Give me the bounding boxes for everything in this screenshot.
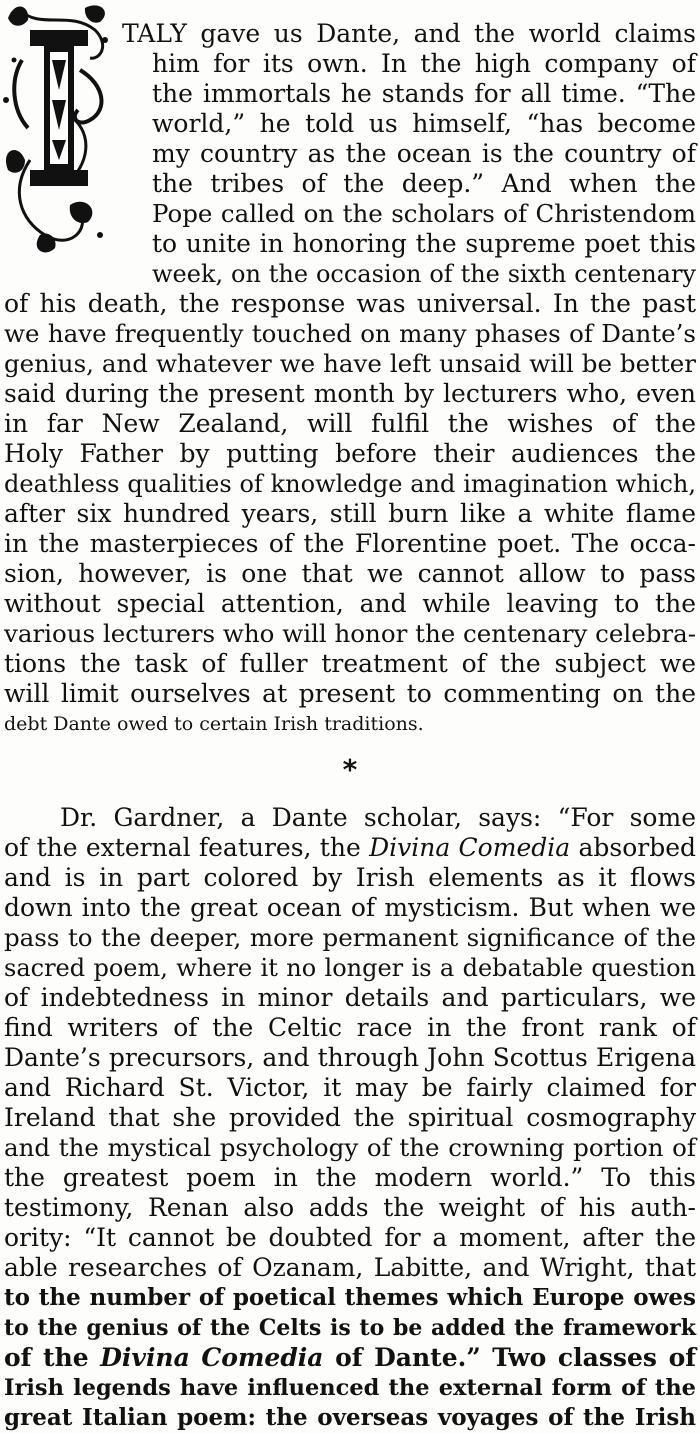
text-line: TALY gave us Dante, and the world claims bbox=[122, 19, 696, 48]
text-line: and Richard St. Victor, it may be fairly claimed for bbox=[4, 1073, 696, 1102]
text-line: debt Dante owed to certain Irish traditions. bbox=[4, 713, 424, 735]
decorated-initial-i bbox=[0, 0, 116, 258]
text-line: Holy Father by putting before their audiences the bbox=[4, 439, 696, 468]
text-line: in the masterpieces of the Florentine poet. The occa- bbox=[4, 529, 696, 558]
text-line: down into the great ocean of mysticism. But when we bbox=[4, 893, 696, 922]
text-line: him for its own. In the high company of bbox=[152, 49, 696, 78]
italic-title: Divina Comedia bbox=[369, 833, 571, 862]
text-line: week, on the occasion of the sixth centenary bbox=[152, 260, 696, 288]
text-line: Dante’s precursors, and through John Scottus Erigena bbox=[4, 1043, 696, 1072]
text-line: pass to the deeper, more permanent significance of the bbox=[4, 923, 696, 952]
text-line: and is in part colored by Irish elements as it flows bbox=[4, 863, 696, 892]
text-line: after six hundred years, still burn like a white flame bbox=[4, 499, 696, 528]
text-line: the greatest poem in the modern world.” To this bbox=[4, 1163, 696, 1192]
text-line: world,” he told us himself, “has become bbox=[152, 109, 696, 138]
text-line: Dr. Gardner, a Dante scholar, says: “For some bbox=[60, 803, 696, 832]
text-span: absorbed bbox=[570, 833, 696, 862]
text-line: of indebtedness in minor details and particulars, we bbox=[4, 983, 696, 1012]
text-line: ority: “It cannot be doubted for a moment, after the bbox=[4, 1223, 696, 1252]
text-span: of Dante.” Two classes of bbox=[323, 1343, 696, 1372]
text-line: great Italian poem: the overseas voyages of the Irish bbox=[4, 1404, 696, 1431]
text-line: the tribes of the deep.” And when the bbox=[152, 169, 696, 198]
text-line: various lecturers who will honor the centenary celebra- bbox=[4, 619, 696, 648]
text-line: sion, however, is one that we cannot allow to pass bbox=[4, 559, 696, 588]
text-line: testimony, Renan also adds the weight of his auth- bbox=[4, 1193, 696, 1222]
text-line: my country as the ocean is the country of bbox=[152, 139, 696, 168]
text-line: to unite in honoring the supreme poet this bbox=[152, 229, 696, 258]
text-line: in far New Zealand, will fulfil the wishes of the bbox=[4, 409, 696, 438]
text-line: deathless qualities of knowledge and imagination which, bbox=[4, 470, 696, 498]
text-line: of his death, the response was universal. In the past bbox=[4, 289, 696, 318]
text-line: to the number of poetical themes which Europe owes bbox=[4, 1284, 696, 1311]
text-line bbox=[4, 1343, 696, 1373]
text-span: of the bbox=[4, 1343, 101, 1372]
text-line: find writers of the Celtic race in the front rank of bbox=[4, 1013, 696, 1042]
text-span: of the external features, the bbox=[4, 833, 370, 862]
text-line: able researches of Ozanam, Labitte, and Wright, that bbox=[4, 1253, 696, 1282]
text-line: the immortals he stands for all time. “The bbox=[152, 79, 696, 108]
text-line: Ireland that she provided the spiritual cosmography bbox=[4, 1103, 696, 1132]
text-line: sacred poem, where it no longer is a debatable question bbox=[4, 954, 696, 982]
text-line: Pope called on the scholars of Christendom bbox=[152, 199, 696, 228]
text-line: tions the task of fuller treatment of the subject we bbox=[4, 649, 696, 678]
text-line bbox=[4, 833, 696, 863]
text-line: without special attention, and while leaving to the bbox=[4, 589, 696, 618]
italic-title: Divina Comedia bbox=[100, 1343, 324, 1372]
text-line: genius, and whatever we have left unsaid will be better bbox=[4, 349, 696, 378]
text-line: said during the present month by lecturers who, even bbox=[4, 379, 696, 408]
section-separator: * bbox=[342, 753, 358, 786]
text-line: and the mystical psychology of the crowning portion of bbox=[4, 1133, 696, 1162]
text-line: we have frequently touched on many phases of Dante’s bbox=[4, 319, 696, 348]
text-line: will limit ourselves at present to commenting on the bbox=[4, 679, 696, 708]
text-line: to the genius of the Celts is to be added the framework bbox=[4, 1315, 696, 1341]
text-line: Irish legends have influenced the external form of the bbox=[4, 1375, 696, 1401]
